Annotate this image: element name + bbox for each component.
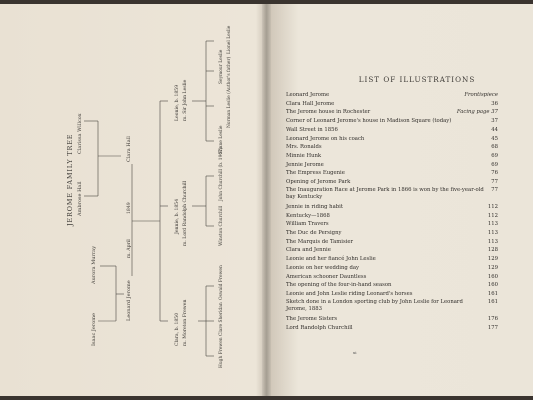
illustration-title: Leonie and John Leslie riding Leonard's horses bbox=[286, 290, 413, 297]
illustration-page: 129 bbox=[487, 256, 498, 263]
jennie-marriage: m. Lord Randolph Churchill bbox=[183, 180, 188, 246]
winston-churchill: Winston Churchill bbox=[219, 205, 224, 246]
illustration-item bbox=[286, 187, 498, 202]
illustration-title: Leonie and her fiancé John Leslie bbox=[286, 256, 376, 263]
jennie-birth: Jennie, b. 1854 bbox=[175, 198, 180, 234]
illustration-title: The Marquis de Tamisier bbox=[286, 238, 354, 245]
illustration-page: 113 bbox=[487, 230, 498, 237]
illustration-title: Opening of Jerome Park bbox=[286, 179, 351, 186]
illustration-item bbox=[286, 246, 498, 255]
illustration-title: Clara and Jennie bbox=[286, 247, 331, 254]
illustration-page: 76 bbox=[491, 170, 498, 177]
illustration-title: Leonard Jerome on his coach bbox=[286, 135, 365, 142]
illustration-page: 45 bbox=[491, 135, 498, 142]
illustration-title: Lord Randolph Churchill bbox=[286, 324, 353, 331]
john-churchill: John Churchill (b. 1907) bbox=[219, 147, 224, 201]
illustration-title: Jennie in riding habit bbox=[286, 203, 343, 210]
illustration-page: 112 bbox=[487, 203, 498, 210]
illustration-title: Leonie on her wedding day bbox=[286, 264, 359, 271]
illustration-item bbox=[286, 324, 498, 333]
isaac-jerome: Isaac Jerome bbox=[91, 313, 97, 346]
family-tree-title: JEROME FAMILY TREE bbox=[66, 133, 74, 226]
illustration-page: 176 bbox=[487, 315, 498, 322]
illustration-page: 161 bbox=[487, 290, 498, 297]
illustration-item bbox=[286, 169, 498, 178]
illustration-page: 160 bbox=[487, 282, 498, 289]
illustration-page: 112 bbox=[487, 212, 498, 219]
illustration-title: William Travers bbox=[286, 221, 329, 228]
illustration-page: 161 bbox=[487, 298, 498, 305]
illustration-page: 69 bbox=[491, 152, 498, 159]
illustration-page: 77 bbox=[491, 179, 498, 186]
illustration-page: 113 bbox=[487, 238, 498, 245]
clara-hall: Clara Hall bbox=[126, 136, 132, 162]
illustration-item bbox=[286, 273, 498, 282]
illustration-page: 113 bbox=[487, 221, 498, 228]
illustration-title: The Inauguration Race at Jerome Park in 1866 is won by the five-year-old bay Kentucky bbox=[286, 186, 484, 201]
illustration-page: Facing page 37 bbox=[456, 109, 498, 116]
illustration-page: 68 bbox=[491, 144, 498, 151]
illustration-title: The Duc de Persigny bbox=[286, 230, 342, 237]
illustration-item bbox=[286, 220, 498, 229]
illustration-item bbox=[286, 203, 498, 212]
norman-leslie: Norman Leslie (Author's father) bbox=[227, 56, 232, 128]
illustration-item bbox=[286, 238, 498, 247]
illustration-title: Mrs. Ronalds bbox=[286, 144, 322, 151]
illustration-title: Kentucky—1868 bbox=[286, 212, 330, 219]
illustration-item bbox=[286, 178, 498, 187]
illustration-item bbox=[286, 108, 498, 117]
ambrose-hall: Ambrose Hall bbox=[77, 181, 83, 216]
illustration-item bbox=[286, 315, 498, 324]
illustration-item bbox=[286, 161, 498, 170]
illustration-item bbox=[286, 299, 498, 314]
illustration-title: Wall Street in 1856 bbox=[286, 126, 338, 133]
bottom-edge bbox=[0, 396, 533, 400]
page-number: xi bbox=[353, 350, 357, 355]
seymour-leslie: Seymour Leslie bbox=[219, 49, 224, 84]
leonard-jerome: Leonard Jerome bbox=[126, 280, 132, 321]
illustration-title: The opening of the four-in-hand season bbox=[286, 282, 392, 289]
illustration-title: Sketch done in a London sporting club by John Leslie for Leonard Jerome, 1883 bbox=[286, 298, 463, 313]
illustration-page: 177 bbox=[487, 324, 498, 331]
illustration-title: The Empress Eugenie bbox=[286, 170, 345, 177]
leonie-birth: Leonie, b. 1859 bbox=[175, 84, 180, 121]
illustration-item bbox=[286, 91, 498, 100]
illustration-item bbox=[286, 212, 498, 221]
illustration-title: The Jerome house in Rochester bbox=[286, 109, 371, 116]
illustration-item bbox=[286, 290, 498, 299]
year-1849: 1849 bbox=[127, 202, 132, 214]
illustration-item bbox=[286, 117, 498, 126]
oswald-frewen: Oswald Frewen bbox=[219, 265, 224, 300]
illustration-page: 37 bbox=[491, 118, 498, 125]
illustration-title: Corner of Leonard Jerome's house in Madison Square (today) bbox=[286, 118, 452, 125]
illustration-page: 36 bbox=[491, 100, 498, 107]
illustrations-list bbox=[286, 91, 498, 332]
illustration-title: Minnie Hunk bbox=[286, 152, 322, 159]
illustration-title: Clara Hall Jerome bbox=[286, 100, 335, 107]
illustration-item bbox=[286, 135, 498, 144]
shane-leslie: Shane Leslie bbox=[219, 125, 224, 154]
illustration-page: 128 bbox=[487, 247, 498, 254]
illustration-item bbox=[286, 229, 498, 238]
illustration-title: Leonard Jerome bbox=[286, 92, 330, 98]
illustration-page: 44 bbox=[491, 126, 498, 133]
illustration-page: 129 bbox=[487, 264, 498, 271]
family-tree-diagram bbox=[0, 4, 266, 396]
clare-sheridan: Clare Sheridan bbox=[219, 302, 224, 336]
clarissa-willcox: Clarissa Willcox bbox=[77, 113, 83, 154]
family-tree-page bbox=[0, 4, 266, 396]
aurora-murray: Aurora Murray bbox=[91, 245, 97, 284]
clara-marriage: m. Moreton Frewen bbox=[183, 299, 188, 346]
clara-birth: Clara, b. 1850 bbox=[175, 312, 180, 346]
illustration-page: 69 bbox=[491, 161, 498, 168]
illustration-item bbox=[286, 281, 498, 290]
hugh-frewen: Hugh Frewen bbox=[219, 337, 224, 368]
illustration-title: American schooner Dauntless bbox=[286, 273, 367, 280]
illustration-item bbox=[286, 264, 498, 273]
married-april: m. April bbox=[127, 239, 132, 258]
illustration-item bbox=[286, 255, 498, 264]
illustration-page: 160 bbox=[487, 273, 498, 280]
lionel-leslie: Lionel Leslie bbox=[227, 25, 232, 54]
illustration-title: The Jerome Sisters bbox=[286, 315, 338, 322]
illustration-title: Jennie Jerome bbox=[286, 161, 324, 168]
tree-lines bbox=[84, 41, 214, 356]
leonie-marriage: m. Sir John Leslie bbox=[183, 79, 188, 121]
illustration-page: Frontispiece bbox=[464, 92, 498, 98]
illustration-item bbox=[286, 152, 498, 161]
illustrations-page bbox=[267, 4, 533, 396]
illustrations-heading: LIST OF ILLUSTRATIONS bbox=[358, 75, 476, 84]
illustration-item bbox=[286, 143, 498, 152]
illustration-item bbox=[286, 126, 498, 135]
illustration-page: 77 bbox=[491, 186, 498, 193]
illustration-item bbox=[286, 100, 498, 109]
